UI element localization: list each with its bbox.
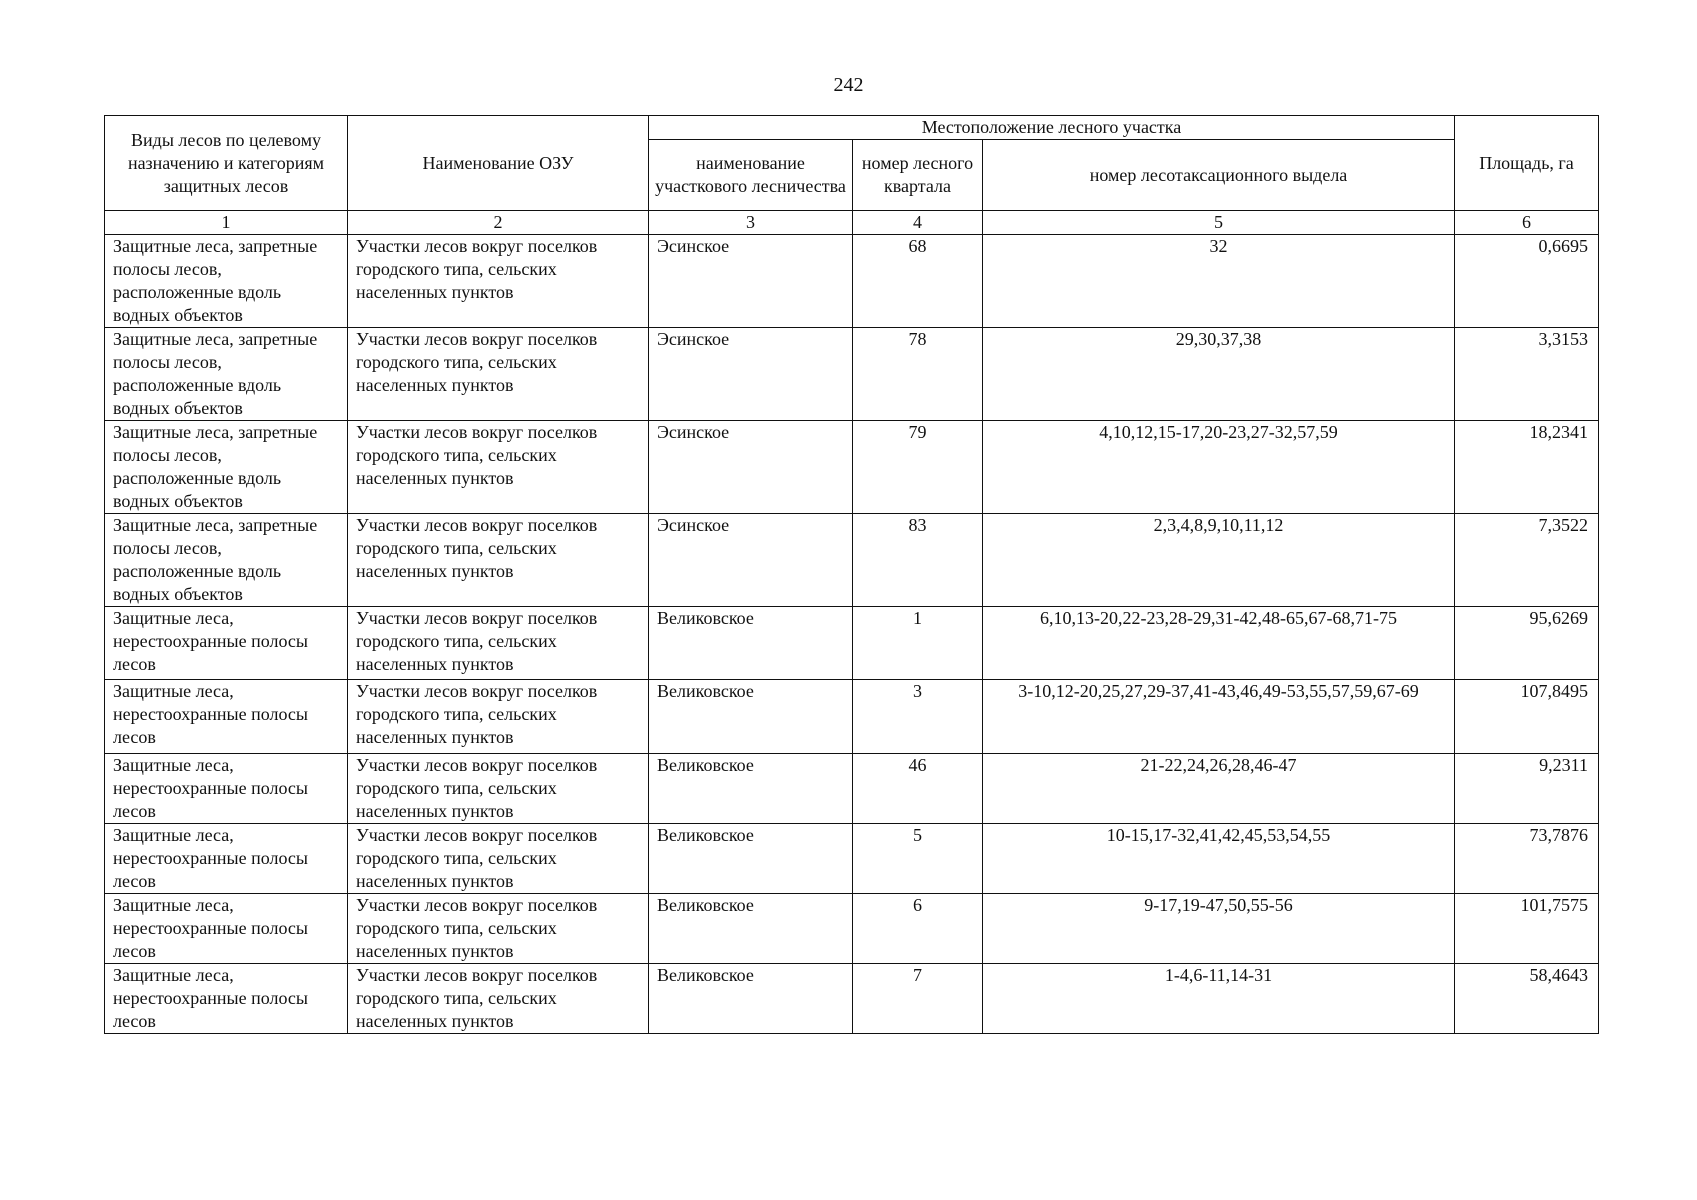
area-cell: 0,6695: [1455, 235, 1599, 328]
table-row: [105, 328, 1599, 421]
ozu-name-cell: Участки лесов вокруг поселков городского типа, сельских населенных пунктов: [348, 824, 649, 894]
allotments-cell: 21-22,24,26,28,46-47: [983, 754, 1455, 824]
ozu-name-cell: Участки лесов вокруг поселков городского типа, сельских населенных пунктов: [348, 754, 649, 824]
header-ozu-name: Наименование ОЗУ: [348, 116, 649, 211]
ozu-name-cell: Участки лесов вокруг поселков городского типа, сельских населенных пунктов: [348, 514, 649, 607]
forest-type-cell: Защитные леса, запретные полосы лесов, расположенные вдоль водных объектов: [105, 514, 348, 607]
ozu-name-cell: Участки лесов вокруг поселков городского типа, сельских населенных пунктов: [348, 680, 649, 754]
allotments-cell: 29,30,37,38: [983, 328, 1455, 421]
header-area: Площадь, га: [1455, 116, 1599, 211]
quarter-cell: 3: [853, 680, 983, 754]
allotments-cell: 3-10,12-20,25,27,29-37,41-43,46,49-53,55,57,59,67-69: [983, 680, 1455, 754]
column-number: 5: [983, 211, 1455, 235]
ozu-name-cell: Участки лесов вокруг поселков городского типа, сельских населенных пунктов: [348, 894, 649, 964]
forest-type-cell: Защитные леса, запретные полосы лесов, расположенные вдоль водных объектов: [105, 235, 348, 328]
forest-type-cell: Защитные леса, нерестоохранные полосы лесов: [105, 680, 348, 754]
area-cell: 3,3153: [1455, 328, 1599, 421]
quarter-cell: 79: [853, 421, 983, 514]
forestry-cell: Великовское: [649, 607, 853, 680]
area-cell: 9,2311: [1455, 754, 1599, 824]
forestry-cell: Великовское: [649, 824, 853, 894]
forestry-cell: Великовское: [649, 894, 853, 964]
allotments-cell: 10-15,17-32,41,42,45,53,54,55: [983, 824, 1455, 894]
table-row: [105, 894, 1599, 964]
forest-type-cell: Защитные леса, нерестоохранные полосы лесов: [105, 964, 348, 1034]
table-row: [105, 680, 1599, 754]
table-row: [105, 824, 1599, 894]
area-cell: 95,6269: [1455, 607, 1599, 680]
forestry-cell: Эсинское: [649, 328, 853, 421]
forestry-cell: Эсинское: [649, 514, 853, 607]
quarter-cell: 6: [853, 894, 983, 964]
header-forest-type: Виды лесов по целевому назначению и категориям защитных лесов: [105, 116, 348, 211]
column-number: 1: [105, 211, 348, 235]
ozu-name-cell: Участки лесов вокруг поселков городского типа, сельских населенных пунктов: [348, 964, 649, 1034]
quarter-cell: 46: [853, 754, 983, 824]
quarter-cell: 7: [853, 964, 983, 1034]
allotments-cell: 1-4,6-11,14-31: [983, 964, 1455, 1034]
forestry-cell: Великовское: [649, 964, 853, 1034]
allotments-cell: 32: [983, 235, 1455, 328]
area-cell: 101,7575: [1455, 894, 1599, 964]
allotments-cell: 9-17,19-47,50,55-56: [983, 894, 1455, 964]
header-forestry-name: наименование участкового лесничества: [649, 140, 853, 211]
table-row: [105, 607, 1599, 680]
forestry-cell: Великовское: [649, 680, 853, 754]
forest-type-cell: Защитные леса, запретные полосы лесов, расположенные вдоль водных объектов: [105, 328, 348, 421]
allotments-cell: 2,3,4,8,9,10,11,12: [983, 514, 1455, 607]
forest-type-cell: Защитные леса, нерестоохранные полосы лесов: [105, 754, 348, 824]
column-number-row: [105, 211, 1599, 235]
table-row: [105, 754, 1599, 824]
table-row: [105, 235, 1599, 328]
area-cell: 73,7876: [1455, 824, 1599, 894]
column-number: 6: [1455, 211, 1599, 235]
header-allotment-number: номер лесотаксационного выдела: [983, 140, 1455, 211]
forest-type-cell: Защитные леса, нерестоохранные полосы лесов: [105, 894, 348, 964]
area-cell: 58,4643: [1455, 964, 1599, 1034]
quarter-cell: 68: [853, 235, 983, 328]
table-row: [105, 964, 1599, 1034]
table-row: [105, 421, 1599, 514]
quarter-cell: 78: [853, 328, 983, 421]
forestry-cell: Эсинское: [649, 235, 853, 328]
forest-type-cell: Защитные леса, запретные полосы лесов, расположенные вдоль водных объектов: [105, 421, 348, 514]
ozu-name-cell: Участки лесов вокруг поселков городского типа, сельских населенных пунктов: [348, 421, 649, 514]
table-row: [105, 514, 1599, 607]
allotments-cell: 4,10,12,15-17,20-23,27-32,57,59: [983, 421, 1455, 514]
quarter-cell: 5: [853, 824, 983, 894]
allotments-cell: 6,10,13-20,22-23,28-29,31-42,48-65,67-68,71-75: [983, 607, 1455, 680]
forestry-cell: Эсинское: [649, 421, 853, 514]
ozu-name-cell: Участки лесов вокруг поселков городского типа, сельских населенных пунктов: [348, 235, 649, 328]
area-cell: 7,3522: [1455, 514, 1599, 607]
forest-plots-table: [104, 115, 1599, 1034]
ozu-name-cell: Участки лесов вокруг поселков городского типа, сельских населенных пунктов: [348, 328, 649, 421]
forest-type-cell: Защитные леса, нерестоохранные полосы лесов: [105, 824, 348, 894]
ozu-name-cell: Участки лесов вокруг поселков городского типа, сельских населенных пунктов: [348, 607, 649, 680]
area-cell: 107,8495: [1455, 680, 1599, 754]
forestry-cell: Великовское: [649, 754, 853, 824]
forest-type-cell: Защитные леса, нерестоохранные полосы лесов: [105, 607, 348, 680]
header-quarter-number: номер лесного квартала: [853, 140, 983, 211]
column-number: 2: [348, 211, 649, 235]
column-number: 3: [649, 211, 853, 235]
quarter-cell: 83: [853, 514, 983, 607]
column-number: 4: [853, 211, 983, 235]
header-location-group: Местоположение лесного участка: [649, 116, 1455, 140]
quarter-cell: 1: [853, 607, 983, 680]
page-number: 242: [833, 74, 864, 96]
area-cell: 18,2341: [1455, 421, 1599, 514]
